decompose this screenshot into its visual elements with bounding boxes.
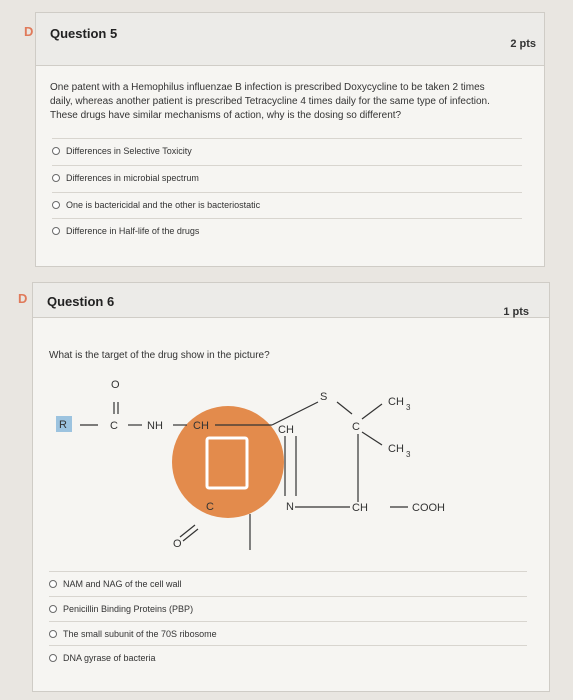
answer-option[interactable] [52,218,522,243]
question-5-text-line: One patent with a Hemophilus influenzae B infection is prescribed Doxycycline to be taken 2 times [50,82,485,93]
question-6-title: Question 6 [47,294,115,309]
structure-label: O [173,538,182,550]
answer-option[interactable] [49,596,527,621]
radio-button[interactable] [49,580,57,588]
radio-button[interactable] [49,605,57,613]
structure-label: CH [388,443,404,455]
answer-option[interactable] [49,571,527,596]
structure-label: N [286,501,294,513]
question-5-text-line: These drugs have similar mechanisms of action, why is the dosing so different? [50,110,402,121]
answer-option-label: DNA gyrase of bacteria [63,653,156,663]
answer-option-label: Differences in microbial spectrum [66,173,199,183]
structure-label: C [110,420,118,432]
structure-label: 3 [406,450,411,459]
radio-button[interactable] [52,147,60,155]
radio-button[interactable] [52,227,60,235]
structure-label: C [352,421,360,433]
answer-option[interactable] [49,621,527,646]
answer-option[interactable] [49,645,527,670]
question-5-card [35,12,545,267]
structure-label: CH [352,502,368,514]
answer-option-label: Penicillin Binding Proteins (PBP) [63,604,194,614]
structure-label: CH [388,396,404,408]
question-5-points: 2 pts [510,38,536,50]
question-5-text [50,81,540,123]
penicillin-structure-diagram [40,372,480,552]
question-6-text: What is the target of the drug show in the picture? [49,350,270,361]
answer-option[interactable] [52,165,522,190]
structure-label: R [59,419,67,431]
answer-option[interactable] [52,138,522,163]
structure-label: CH [278,424,294,436]
answer-option[interactable] [52,192,522,217]
structure-label: CH [193,420,209,432]
question-6-points: 1 pts [503,306,529,318]
beta-lactam-ring-highlight [172,406,284,518]
flag-icon: D [24,24,34,39]
answer-option-label: Differences in Selective Toxicity [66,146,192,156]
answer-option-label: One is bactericidal and the other is bacteriostatic [66,200,261,210]
radio-button[interactable] [49,654,57,662]
structure-label: O [111,379,120,391]
structure-label: C [206,501,214,513]
structure-label: COOH [412,502,445,514]
structure-label: S [320,391,328,403]
structure-label: NH [147,420,163,432]
radio-button[interactable] [49,630,57,638]
structure-label: 3 [406,403,411,412]
flag-icon: D [18,291,28,306]
radio-button[interactable] [52,201,60,209]
answer-option-label: NAM and NAG of the cell wall [63,579,182,589]
question-5-text-line: daily, whereas another patient is prescribed Tetracycline 4 times daily for the same type of infection. [50,96,490,107]
answer-option-label: Difference in Half-life of the drugs [66,226,200,236]
radio-button[interactable] [52,174,60,182]
answer-option-label: The small subunit of the 70S ribosome [63,629,217,639]
question-5-title: Question 5 [50,26,118,41]
